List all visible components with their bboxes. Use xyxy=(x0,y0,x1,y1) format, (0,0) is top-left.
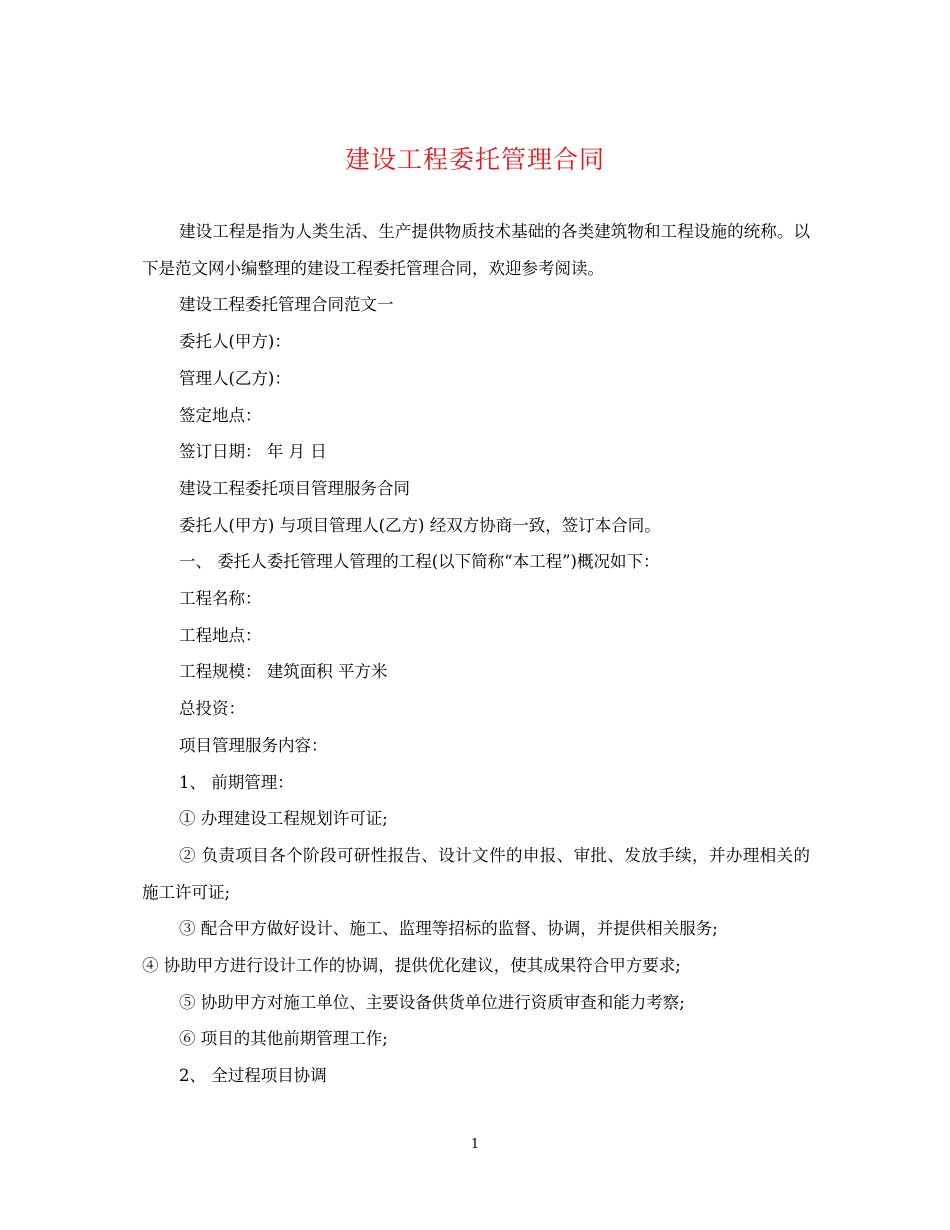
signing-place-line: 签定地点： xyxy=(179,405,262,425)
total-investment-line: 总投资： xyxy=(179,699,245,719)
manager-party-line: 管理人(乙方)： xyxy=(179,368,291,388)
list-item: ⑥ 项目的其他前期管理工作; xyxy=(179,1029,388,1049)
principal-party-line: 委托人(甲方)： xyxy=(179,332,291,352)
list-item: ⑤ 协助甲方对施工单位、主要设备供货单位进行资质审查和能力考察; xyxy=(179,992,685,1012)
list-item: ① 办理建设工程规划许可证; xyxy=(179,809,388,829)
section-one-heading: 一、 委托人委托管理人管理的工程(以下简称“本工程”)概况如下： xyxy=(179,552,660,572)
agreement-statement: 委托人(甲方) 与项目管理人(乙方) 经双方协商一致，签订本合同。 xyxy=(179,515,661,535)
project-name-line: 工程名称： xyxy=(179,589,262,609)
page-number: 1 xyxy=(470,1137,480,1152)
intro-paragraph: 建设工程是指为人类生活、生产提供物质技术基础的各类建筑物和工程设施的统称。以下是范文网小编整理的建设工程委托管理合同，欢迎参考阅读。 xyxy=(142,222,810,278)
full-process-coordination-heading: 2、 全过程项目协调 xyxy=(179,1066,327,1086)
project-scale-line: 工程规模： 建筑面积 平方米 xyxy=(179,662,388,682)
list-item: ② 负责项目各个阶段可研性报告、设计文件的申报、审批、发放手续，并办理相关的施工许可证; xyxy=(142,845,810,902)
list-item: ④ 协助甲方进行设计工作的协调，提供优化建议，使其成果符合甲方要求; xyxy=(142,956,681,976)
signing-date-line: 签订日期： 年 月 日 xyxy=(179,442,327,462)
pre-phase-management-heading: 1、 前期管理： xyxy=(179,772,294,792)
contract-sample-heading: 建设工程委托管理合同范文一 xyxy=(179,295,394,315)
list-item: ③ 配合甲方做好设计、施工、监理等招标的监督、协调，并提供相关服务; xyxy=(179,919,718,939)
document-body xyxy=(142,214,810,1095)
service-content-heading: 项目管理服务内容： xyxy=(179,735,328,755)
service-contract-heading: 建设工程委托项目管理服务合同 xyxy=(179,478,410,498)
document-title: 建设工程委托管理合同 xyxy=(344,145,605,174)
project-location-line: 工程地点： xyxy=(179,625,262,645)
